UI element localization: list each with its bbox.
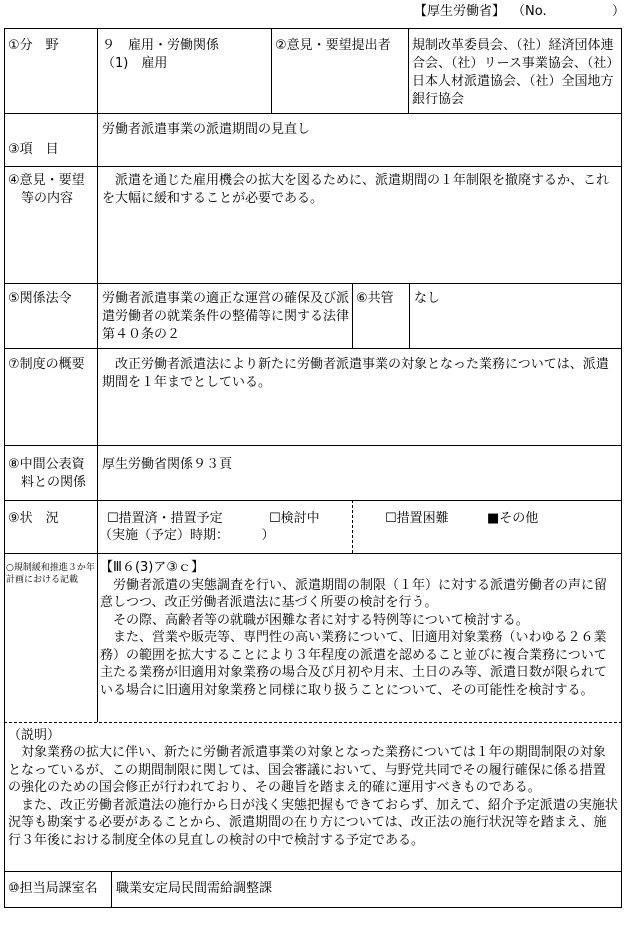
item-label: ③項 目	[8, 142, 59, 157]
interim-report-label: ⑧中間公表資 料との関係	[8, 457, 87, 490]
related-law-value: 労働者派遣事業の適正な運営の確保及び派遣労働者の就業条件の整備等に関する法律第４０条の２	[102, 291, 350, 342]
system-overview-value: 改正労働者派遣法により新たに労働者派遣事業の対象となった業務については、派遣期間を１年までとしている。	[102, 357, 609, 390]
submitter-value: 規制改革委員会、（社）経済団体連合会、（社）リース事業協会、（社）日本人材派遣協会、（社）全国地方銀行協会	[412, 38, 614, 107]
three-year-plan-label: ○規制緩和推進３か年計画における記載	[6, 563, 95, 585]
interim-report-value: 厚生労働省関係９３頁	[102, 457, 233, 472]
three-year-plan-value: 【Ⅲ６(3)ア③ｃ】 労働者派遣の実態調査を行い、派遣期間の制限（１年）に対する派遣労働者の声に留意しつつ、改正労働者派遣法に基づく所要の検討を行う。 その際、高齢者等の就職が困難な者に対する特例等について検討する。 また、営業や販売等、専門性の高い業務について、旧適用対象業務（いわゆる２６業務）の範囲を拡大することにより３年程度の派遣を認めること並びに複合業務について主たる業務が旧適用対象業務の場合及び月初や月末、土日のみ等、派遣日数が限られている場合に旧適用対象業務と同様に取り扱うことについて、その可能性を検討する。	[100, 560, 608, 698]
status-option-implemented-timing: （実施（予定）時期： ）	[99, 528, 275, 543]
explanation-title: （説明）	[8, 728, 61, 743]
ministry-header: 【厚生労働省】	[414, 4, 506, 19]
document-number-close: ）	[612, 4, 626, 19]
joint-jurisdiction-label: ⑥共管	[356, 291, 394, 306]
status-option-difficult: ☐措置困難	[385, 511, 449, 526]
field-value: ９ 雇用・労働関係 （1) 雇用	[102, 38, 220, 71]
status-label: ⑨状 況	[8, 511, 59, 526]
item-value: 労働者派遣事業の派遣期間の見直し	[102, 122, 311, 137]
related-law-label: ⑤関係法令	[8, 291, 72, 306]
status-option-under-review: ☐検討中	[269, 511, 320, 526]
system-overview-label: ⑦制度の概要	[8, 357, 85, 372]
request-content-label: ④意見・要望 等の内容	[8, 173, 85, 206]
joint-jurisdiction-value: なし	[414, 291, 441, 306]
request-content-value: 派遣を通じた雇用機会の拡大を図るために、派遣期間の１年制限を撤廃するか、これを大幅に緩和することが必要である。	[102, 173, 610, 206]
submitter-label: ②意見・要望提出者	[275, 38, 391, 53]
status-option-other: ■その他	[487, 511, 539, 526]
status-option-implemented: ☐措置済・措置予定	[107, 511, 223, 526]
document-number-label: （No.	[512, 4, 547, 19]
responsible-office-label: ⑩担当局課室名	[8, 881, 98, 896]
explanation-body: 対象業務の拡大に伴い、新たに労働者派遣事業の対象となった業務については１年の期間制限の対象となっているが、この期間制限に関しては、国会審議において、与野党共同でその履行確保に係る措置の強化のための国会修正が行われており、その趣旨を踏まえ的確に運用すべきものである。 また、改正労働者派遣法の施行から日が浅く実態把握もできておらず、加えて、紹介予定派遣の実施状況等も勘案する必要があることから、派遣期間の在り方については、改正法の施行状況等を踏まえ、施行３年後における制度全体の見直しの検討の中で検討する予定である。	[8, 745, 618, 848]
field-label: ①分 野	[8, 38, 59, 53]
responsible-office-value: 職業安定局民間需給調整課	[116, 881, 273, 896]
